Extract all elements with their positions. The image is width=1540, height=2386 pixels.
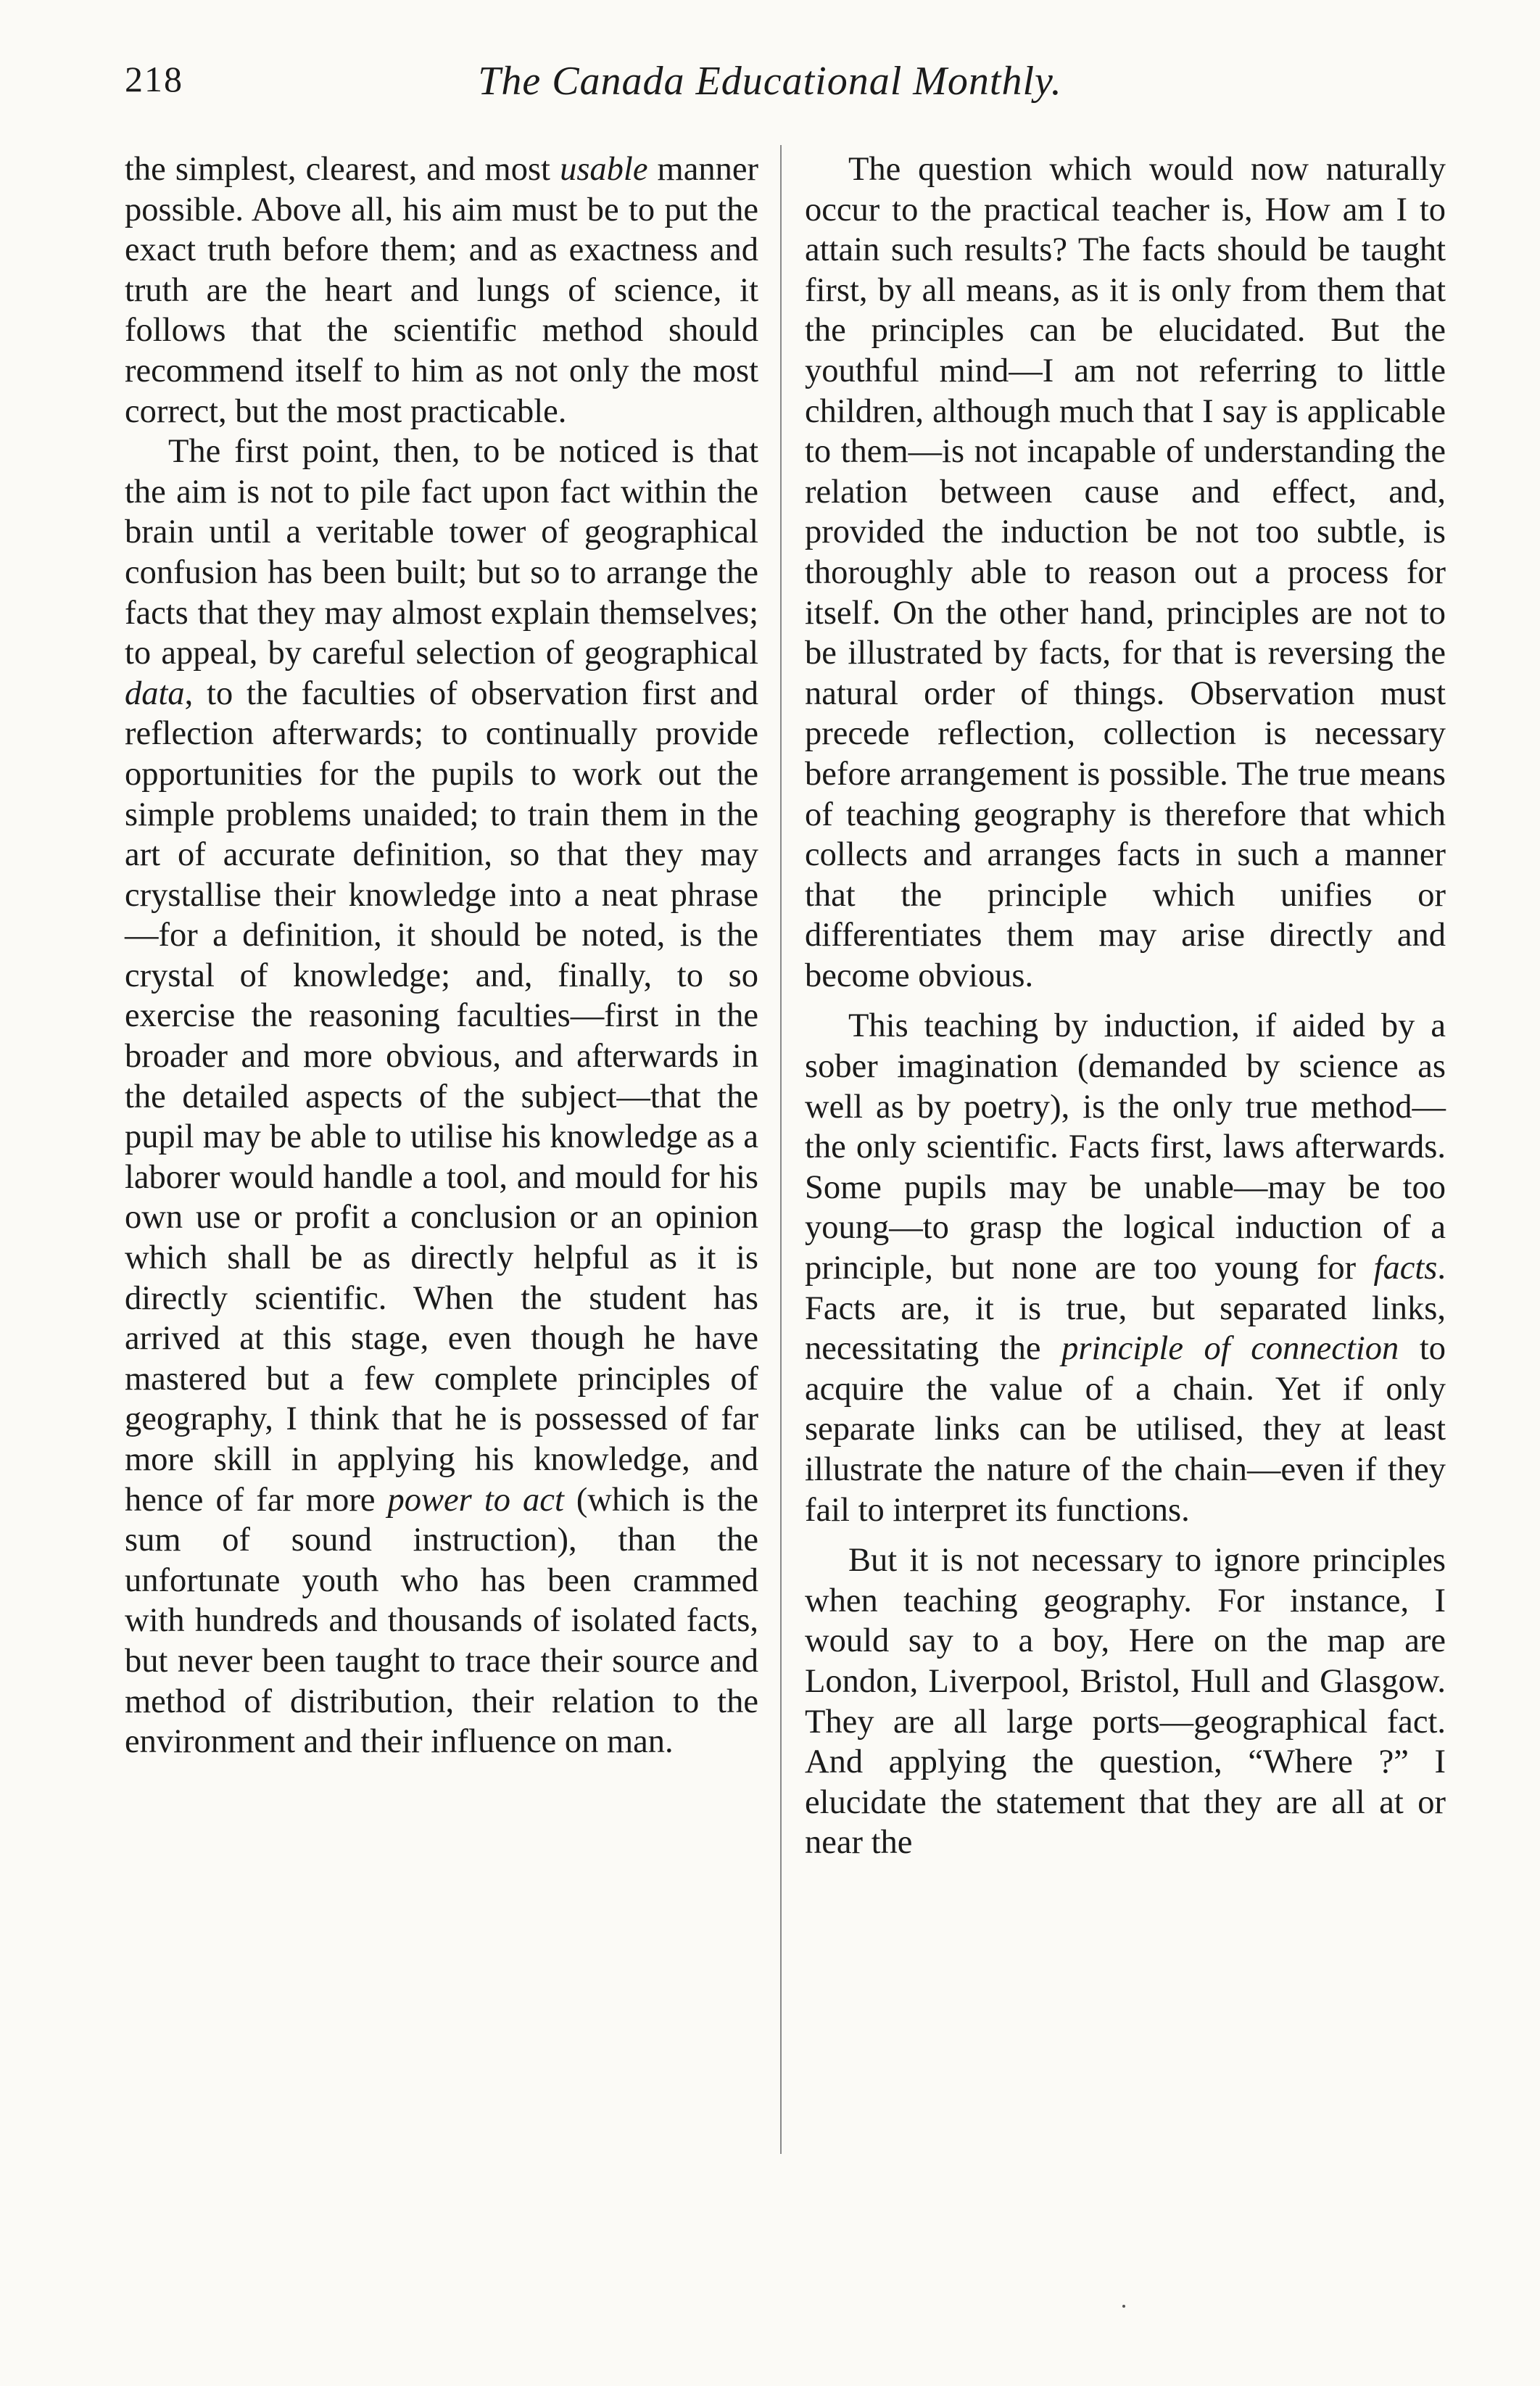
paragraph-question: The question which would now naturally occur to the practical teacher is, How am I to attain such results? The facts should be taught first, by all means, as it is only from them that the principles can be elucidated. But the youthful mind—I am not referring to little children, although much that I say is applicable to them—is not incapable of understanding the relation between cause and effect, and, provided the induction be not too subtle, is thoroughly able to reason out a process for itself. On the other hand, principles are not to be illustrated by facts, for that is reversing the natural order of things. Observation must precede reflection, collection is necessary before arrangement is possible. The true means of teaching geography is therefore that which collects and arranges facts in such a manner that the principle which unifies or differentiates them may arise directly and become obvious.: [805, 151, 1446, 994]
running-head: [0, 58, 1540, 123]
emphasis-power-to-act: power to act: [387, 1481, 564, 1519]
emphasis-facts: facts: [1373, 1250, 1438, 1287]
left-column: [125, 149, 758, 1762]
emphasis-data: data: [125, 674, 185, 712]
paper-speck: [1122, 2305, 1125, 2308]
right-column: [805, 149, 1446, 1863]
page-number: 218: [125, 59, 183, 99]
paragraph-induction: This teaching by induction, if aided by a sober imagination (demanded by science as well as by poetry), is the only true method—the only scientific. Facts first, laws afterwards. Some pupils may be unable—may be too young—to grasp the logical induction of a principle, but none are too young for facts. Facts are, it is true, but separated links, necessitating the principle of connection to acquire the value of a chain. Yet if only separate links can be utilised, they at least illustrate the nature of the chain—even if they fail to interpret its functions.: [805, 1007, 1446, 1529]
column-divider: [780, 145, 782, 2154]
paragraph-continued: the simplest, clearest, and most usable manner possible. Above all, his aim must be to put the exact truth before them; and as exactness and truth are the heart and lungs of science, it follows that the scientific method should recommend itself to him as not only the most correct, but the most practicable.: [125, 151, 758, 430]
paragraph-principles: But it is not necessary to ignore principles when teaching geography. For instance, I would say to a boy, Here on the map are London, Liverpool, Bristol, Hull and Glasgow. They are all large ports—geographical fact. And applying the question, “Where ?” I elucidate the statement that they are all at or near the: [805, 1542, 1446, 1862]
emphasis-principle-of-connection: principle of connection: [1061, 1330, 1399, 1368]
paragraph-first-point: The first point, then, to be noticed is that the aim is not to pile fact upon fact within the brain until a veritable tower of geographical confusion has been built; but so to arrange the facts that they may almost explain themselves; to appeal, by careful selection of geographical data, to the faculties of observation first and reflection afterwards; to continually provide opportunities for the pupils to work out the simple problems unaided; to train them in the art of accurate definition, so that they may crystallise their knowledge into a neat phrase—for a definition, it should be noted, is the crystal of knowledge; and, finally, to so exercise the reasoning faculties—first in the broader and more obvious, and afterwards in the detailed aspects of the subject—that the pupil may be able to utilise his knowledge as a laborer would handle a tool, and mould for his own use or profit a conclusion or an opinion which shall be as directly helpful as it is directly scientific. When the student has arrived at this stage, even though he have mastered but a few complete principles of geography, I think that he is possessed of far more skill in applying his knowledge, and hence of far more power to act (which is the sum of sound instruction), than the unfortunate youth who has been crammed with hundreds and thousands of isolated facts, but never been taught to trace their source and method of distribution, their relation to the environment and their influence on man.: [125, 433, 758, 1761]
journal-title: The Canada Educational Monthly.: [478, 59, 1062, 104]
emphasis-usable: usable: [560, 151, 648, 188]
